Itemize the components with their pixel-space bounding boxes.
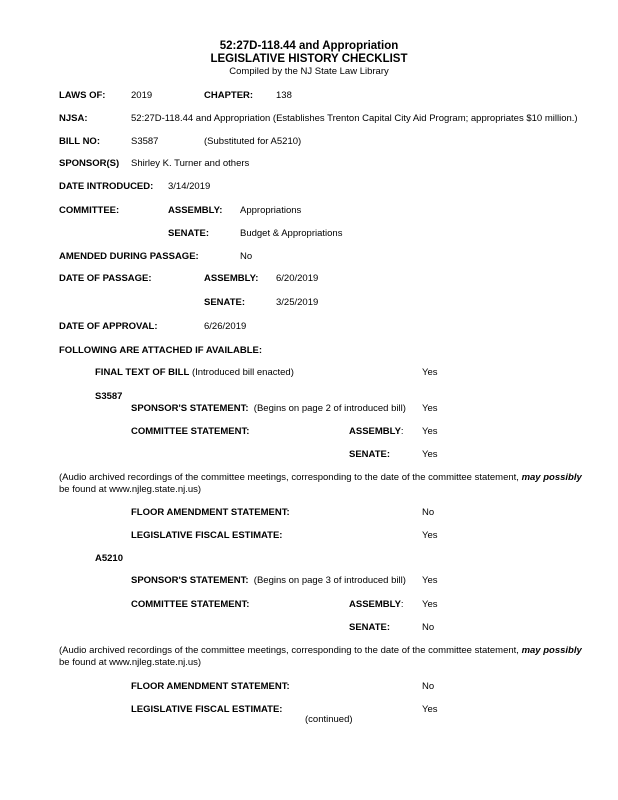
final-text-label: FINAL TEXT OF BILL bbox=[95, 367, 190, 378]
sponsor-label: SPONSOR(S) bbox=[59, 158, 120, 169]
committee-statement-assembly-colon: : bbox=[400, 426, 404, 437]
fiscal-estimate-value: Yes bbox=[422, 704, 438, 715]
committee-statement-label: COMMITTEE STATEMENT: bbox=[131, 599, 250, 610]
attached-heading: FOLLOWING ARE ATTACHED IF AVAILABLE: bbox=[59, 345, 262, 356]
passage-assembly-label: ASSEMBLY: bbox=[204, 273, 259, 284]
committee-statement-assembly-label: ASSEMBLY bbox=[349, 426, 401, 437]
floor-amendment-label: FLOOR AMENDMENT STATEMENT: bbox=[131, 507, 290, 518]
audio-note-url: be found at www.njleg.state.nj.us) bbox=[59, 484, 202, 495]
committee-senate-label: SENATE: bbox=[168, 228, 209, 239]
bill-id-s3587: S3587 bbox=[95, 391, 123, 402]
committee-statement-senate-value: No bbox=[422, 622, 435, 633]
bill-no-label: BILL NO: bbox=[59, 136, 100, 147]
final-text-note: (Introduced bill enacted) bbox=[191, 367, 294, 378]
floor-amendment-value: No bbox=[422, 681, 435, 692]
audio-note bbox=[59, 472, 582, 483]
fiscal-estimate-label: LEGISLATIVE FISCAL ESTIMATE: bbox=[131, 530, 283, 541]
date-introduced-value: 3/14/2019 bbox=[168, 181, 211, 192]
njsa-label: NJSA: bbox=[59, 113, 88, 124]
floor-amendment-label: FLOOR AMENDMENT STATEMENT: bbox=[131, 681, 290, 692]
final-text-row bbox=[95, 367, 294, 378]
sponsor-statement-note: (Begins on page 2 of introduced bill) bbox=[253, 403, 406, 414]
committee-statement-senate-label: SENATE: bbox=[349, 449, 390, 460]
committee-statement-assembly-colon: : bbox=[400, 599, 404, 610]
amended-label: AMENDED DURING PASSAGE: bbox=[59, 251, 199, 262]
committee-statement-assembly-value: Yes bbox=[422, 599, 438, 610]
committee-statement-assembly bbox=[349, 599, 404, 610]
sponsor-statement-row bbox=[131, 403, 406, 414]
committee-assembly-label: ASSEMBLY: bbox=[168, 205, 223, 216]
substituted-for: (Substituted for A5210) bbox=[204, 136, 302, 147]
sponsor-statement-label: SPONSOR'S STATEMENT: bbox=[131, 575, 249, 586]
passage-senate-label: SENATE: bbox=[204, 297, 245, 308]
passage-assembly-value: 6/20/2019 bbox=[276, 273, 319, 284]
sponsor-statement-note: (Begins on page 3 of introduced bill) bbox=[253, 575, 406, 586]
committee-assembly-value: Appropriations bbox=[240, 205, 302, 216]
fiscal-estimate-label: LEGISLATIVE FISCAL ESTIMATE: bbox=[131, 704, 283, 715]
date-introduced-label: DATE INTRODUCED: bbox=[59, 181, 154, 192]
audio-note-emphasis: may possibly bbox=[521, 472, 582, 483]
committee-statement-assembly-value: Yes bbox=[422, 426, 438, 437]
continued-note: (continued) bbox=[305, 714, 353, 725]
committee-statement-senate-label: SENATE: bbox=[349, 622, 390, 633]
approval-label: DATE OF APPROVAL: bbox=[59, 321, 158, 332]
approval-value: 6/26/2019 bbox=[204, 321, 247, 332]
audio-note bbox=[59, 645, 582, 656]
page-title: 52:27D-118.44 and Appropriation bbox=[219, 40, 399, 52]
committee-statement-assembly-label: ASSEMBLY bbox=[349, 599, 401, 610]
sponsor-statement-label: SPONSOR'S STATEMENT: bbox=[131, 403, 249, 414]
compiled-by: Compiled by the NJ State Law Library bbox=[229, 66, 389, 77]
passage-label: DATE OF PASSAGE: bbox=[59, 273, 152, 284]
final-text-value: Yes bbox=[422, 367, 438, 378]
audio-note-text: (Audio archived recordings of the committee meetings, corresponding to the date of the committee statement, bbox=[59, 472, 522, 483]
bill-no-value: S3587 bbox=[131, 136, 159, 147]
laws-of-label: LAWS OF: bbox=[59, 90, 106, 101]
committee-statement-label: COMMITTEE STATEMENT: bbox=[131, 426, 250, 437]
committee-statement-senate-value: Yes bbox=[422, 449, 438, 460]
fiscal-estimate-value: Yes bbox=[422, 530, 438, 541]
sponsor-value: Shirley K. Turner and others bbox=[131, 158, 250, 169]
njsa-value: 52:27D-118.44 and Appropriation (Establishes Trenton Capital City Aid Program; appropriates $10 million.) bbox=[131, 113, 578, 124]
sponsor-statement-value: Yes bbox=[422, 403, 438, 414]
page-subtitle: LEGISLATIVE HISTORY CHECKLIST bbox=[210, 53, 408, 65]
laws-of-value: 2019 bbox=[131, 90, 153, 101]
committee-statement-assembly bbox=[349, 426, 404, 437]
passage-senate-value: 3/25/2019 bbox=[276, 297, 319, 308]
amended-value: No bbox=[240, 251, 253, 262]
audio-note-url: be found at www.njleg.state.nj.us) bbox=[59, 657, 202, 668]
chapter-value: 138 bbox=[276, 90, 292, 101]
audio-note-emphasis: may possibly bbox=[521, 645, 582, 656]
floor-amendment-value: No bbox=[422, 507, 435, 518]
audio-note-text: (Audio archived recordings of the committee meetings, corresponding to the date of the committee statement, bbox=[59, 645, 522, 656]
committee-label: COMMITTEE: bbox=[59, 205, 120, 216]
sponsor-statement-row bbox=[131, 575, 406, 586]
chapter-label: CHAPTER: bbox=[204, 90, 254, 101]
sponsor-statement-value: Yes bbox=[422, 575, 438, 586]
bill-id-a5210: A5210 bbox=[95, 553, 123, 564]
committee-senate-value: Budget & Appropriations bbox=[240, 228, 343, 239]
